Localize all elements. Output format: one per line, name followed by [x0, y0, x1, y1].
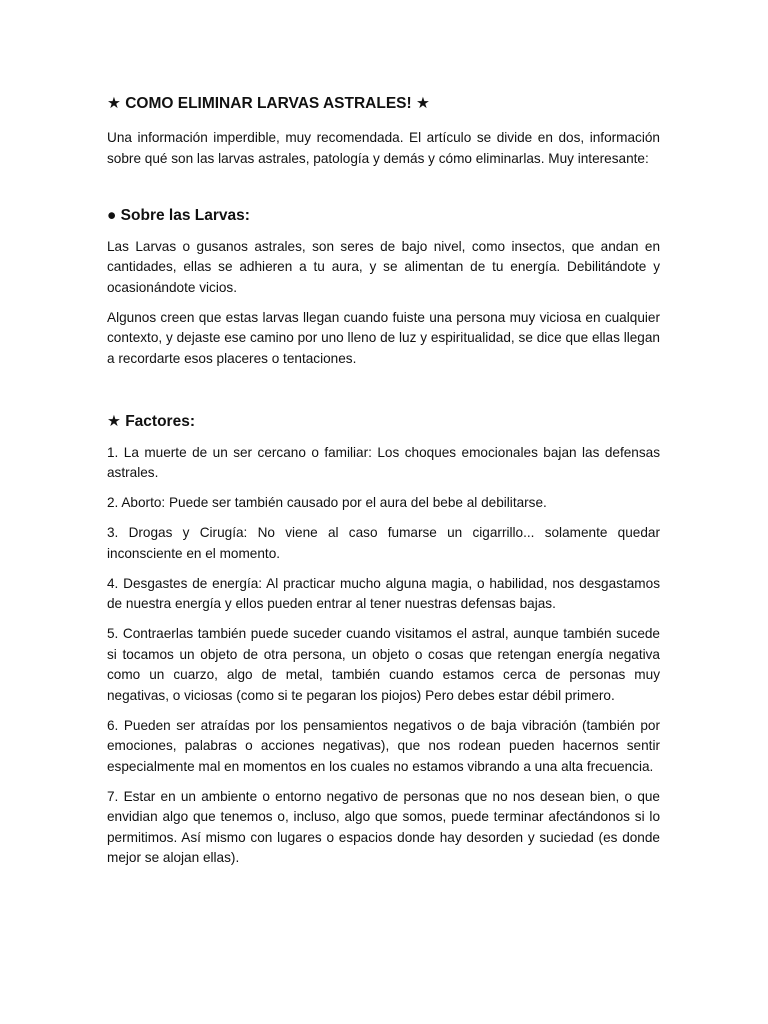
larvas-paragraph-1: Las Larvas o gusanos astrales, son seres de bajo nivel, como insectos, que andan en cantidades, ellas se adhieren a tu aura, y se alimentan de tu energía. Debilitándote y ocasionándote vicios. [107, 238, 660, 295]
spacer [107, 179, 660, 205]
factor-item-7: 7. Estar en un ambiente o entorno negativo de personas que no nos desean bien, o que envidian algo que tenemos o, incluso, algo que somos, puede terminar afectándonos si lo permitimos. Así mismo con lugares o espacios donde hay desorden y suciedad (es donde mejor se alojan ellas). [107, 788, 660, 865]
section-heading-factores: ★ Factores: [107, 412, 195, 430]
factor-item-5: 5. Contraerlas también puede suceder cuando visitamos el astral, aunque también sucede si tocamos un objeto de otra persona, un objeto o cosas que retengan energía negativa como un cuarzo, algo de metal, también cuando estamos cerca de personas muy negativas, o viciosas (como si te pegaran los piojos) Pero debes estar débil primero. [107, 626, 660, 703]
factor-item-1: 1. La muerte de un ser cercano o familiar: Los choques emocionales bajan las defensas astrales. [107, 444, 660, 480]
section-heading-larvas: ● Sobre las Larvas: [107, 206, 250, 224]
factor-item-4: 4. Desgastes de energía: Al practicar mucho alguna magia, o habilidad, nos desgastamos de nuestra energía y ellos pueden entrar al tener nuestras defensas bajas. [107, 575, 660, 611]
larvas-paragraph-2: Algunos creen que estas larvas llegan cuando fuiste una persona muy viciosa en cualquier contexto, y dejaste ese camino por uno lleno de luz y espiritualidad, se dice que ellas llegan a recordarte esos placeres o tentaciones. [107, 309, 660, 366]
intro-paragraph: Una información imperdible, muy recomendada. El artículo se divide en dos, información sobre qué son las larvas astrales, patología y demás y cómo eliminarlas. Muy interesante: [107, 130, 660, 166]
factor-item-6: 6. Pueden ser atraídas por los pensamientos negativos o de baja vibración (también por emociones, palabras o acciones negativas), que nos rodean pueden hacernos sentir especialmente mal en momentos en los cuales no estamos vibrando a una alta frecuencia. [107, 717, 660, 774]
spacer [107, 379, 660, 411]
factor-item-3: 3. Drogas y Cirugía: No viene al caso fumarse un cigarrillo... solamente quedar inconsciente en el momento. [107, 525, 660, 561]
factor-item-2: 2. Aborto: Puede ser también causado por el aura del bebe al debilitarse. [107, 495, 547, 510]
document-title: ★ COMO ELIMINAR LARVAS ASTRALES! ★ [107, 95, 430, 112]
